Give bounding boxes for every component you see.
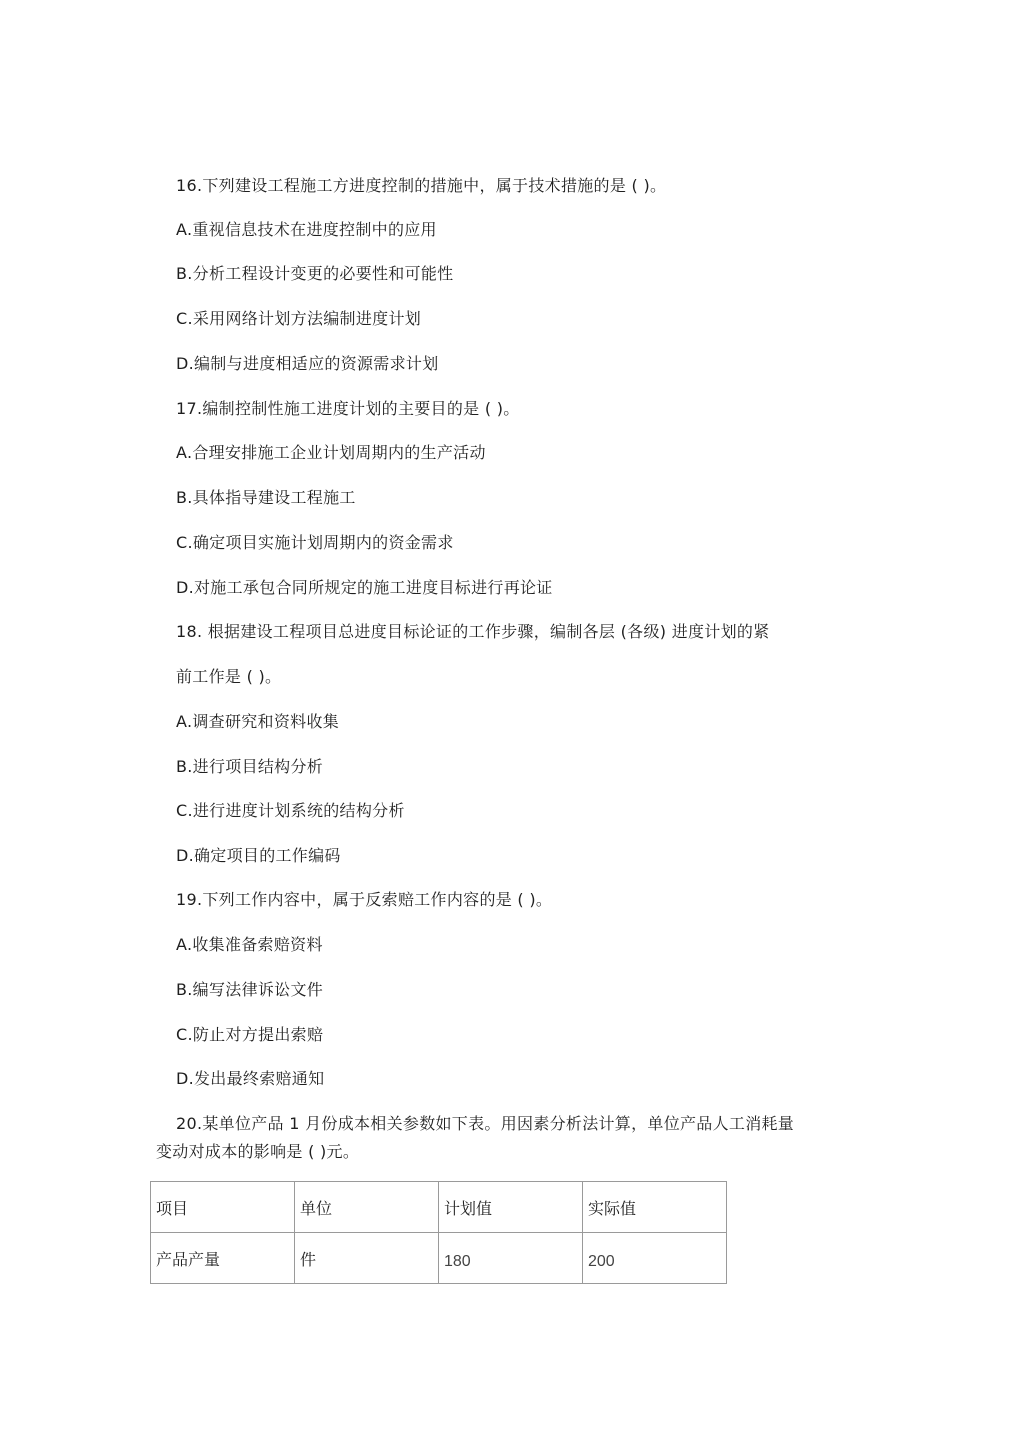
table-header-row [151, 1182, 727, 1233]
question-19-option-b: B.编写法律诉讼文件 [176, 980, 324, 999]
question-17-option-a: A.合理安排施工企业计划周期内的生产活动 [176, 443, 486, 462]
question-18-option-d: D.确定项目的工作编码 [176, 846, 341, 865]
table-cell: 产品产量 [151, 1233, 295, 1284]
table-header-cell: 实际值 [583, 1182, 727, 1233]
question-16-option-c: C.采用网络计划方法编制进度计划 [176, 309, 422, 328]
question-16-stem: 16.下列建设工程施工方进度控制的措施中，属于技术措施的是 ( )。 [176, 176, 667, 195]
question-16-option-d: D.编制与进度相适应的资源需求计划 [176, 354, 439, 373]
table-header-cell: 计划值 [439, 1182, 583, 1233]
question-17-option-c: C.确定项目实施计划周期内的资金需求 [176, 533, 454, 552]
table-header-cell: 项目 [151, 1182, 295, 1233]
question-18-stem-line2: 前工作是 ( )。 [176, 667, 282, 686]
question-19-option-c: C.防止对方提出索赔 [176, 1025, 324, 1044]
cost-parameters-table [150, 1181, 727, 1284]
table-cell: 件 [295, 1233, 439, 1284]
question-18-option-b: B.进行项目结构分析 [176, 757, 324, 776]
question-16-option-a: A.重视信息技术在进度控制中的应用 [176, 220, 437, 239]
question-20-stem-line1: 20.某单位产品 1 月份成本相关参数如下表。用因素分析法计算，单位产品人工消耗量 [176, 1114, 795, 1133]
question-19-stem: 19.下列工作内容中，属于反索赔工作内容的是 ( )。 [176, 890, 553, 909]
question-20-stem-line2: 变动对成本的影响是 ( )元。 [156, 1142, 360, 1161]
question-18-option-a: A.调查研究和资料收集 [176, 712, 340, 731]
table-cell: 200 [583, 1233, 727, 1284]
question-17-option-b: B.具体指导建设工程施工 [176, 488, 356, 507]
table-row [151, 1233, 727, 1284]
question-19-option-d: D.发出最终索赔通知 [176, 1069, 325, 1088]
table-cell: 180 [439, 1233, 583, 1284]
question-18-option-c: C.进行进度计划系统的结构分析 [176, 801, 405, 820]
question-17-option-d: D.对施工承包合同所规定的施工进度目标进行再论证 [176, 578, 553, 597]
question-18-stem-line1: 18. 根据建设工程项目总进度目标论证的工作步骤，编制各层 (各级) 进度计划的紧 [176, 622, 770, 641]
table-header-cell: 单位 [295, 1182, 439, 1233]
question-19-option-a: A.收集准备索赔资料 [176, 935, 323, 954]
question-16-option-b: B.分析工程设计变更的必要性和可能性 [176, 264, 454, 283]
question-17-stem: 17.编制控制性施工进度计划的主要目的是 ( )。 [176, 399, 520, 418]
